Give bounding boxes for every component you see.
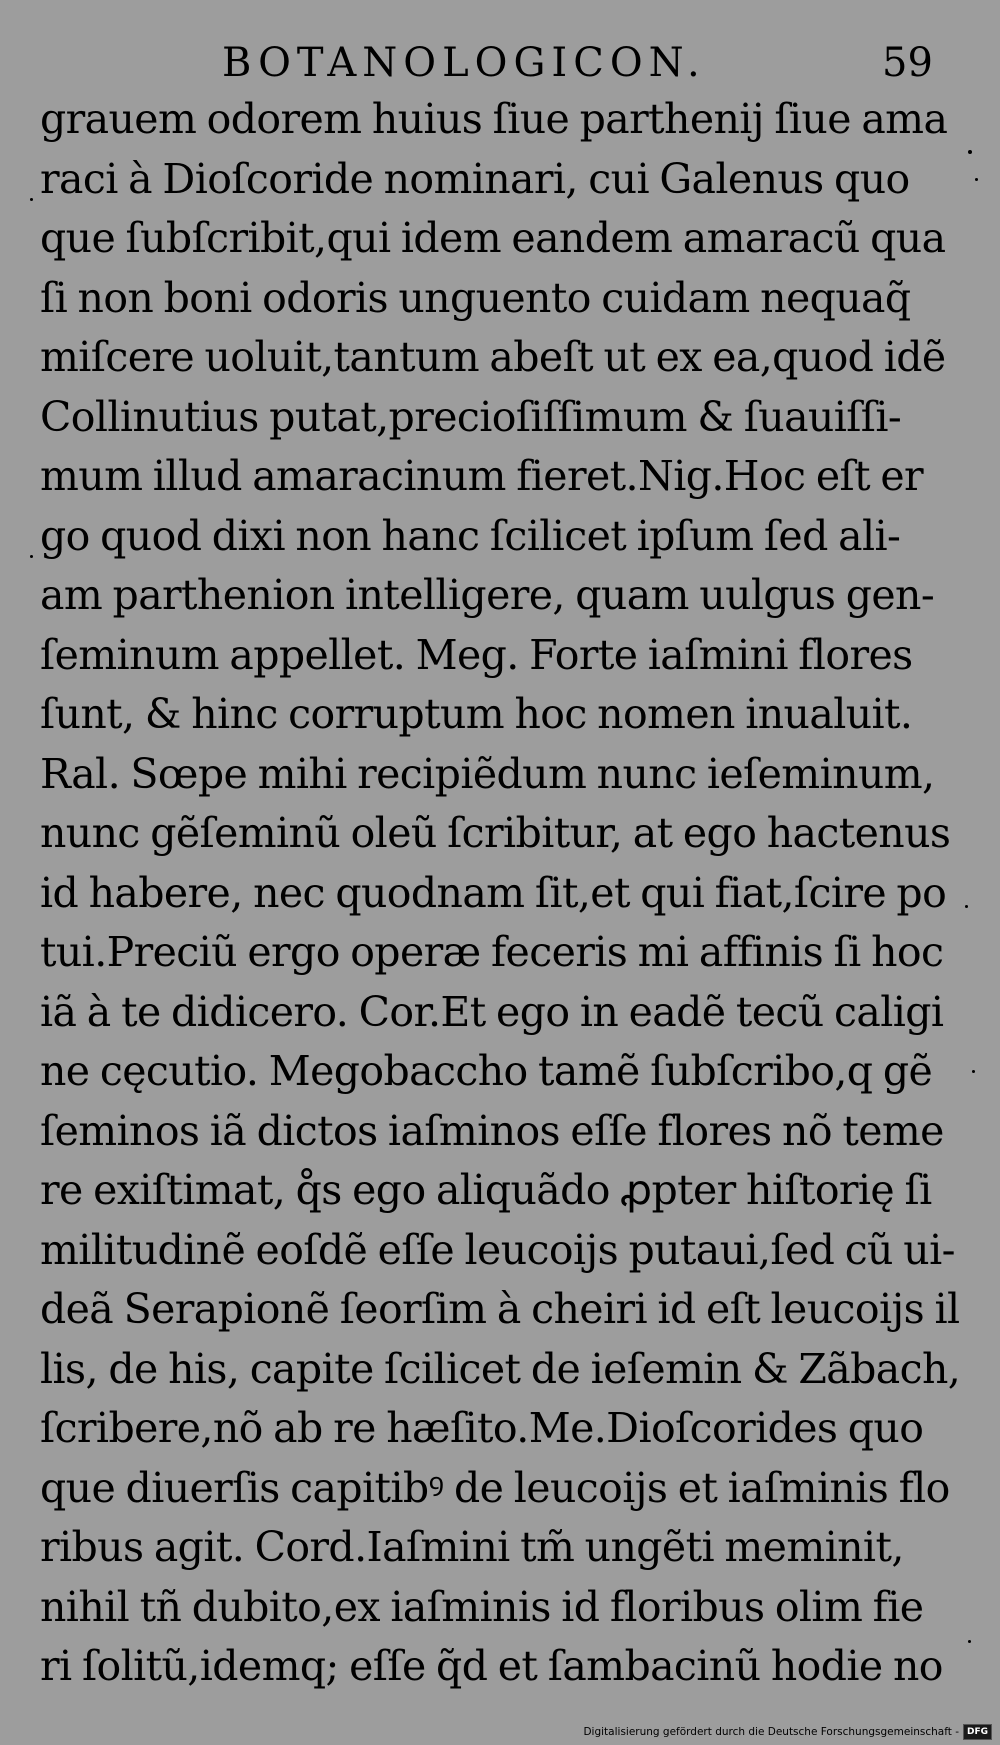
- text-line: id habere, nec quodnam ſit,et qui fiat,ſcire po: [40, 868, 947, 917]
- scan-speck: [972, 1070, 975, 1073]
- scan-speck: [30, 198, 33, 201]
- text-line: Collinutius putat,precioſiſſimum & ſuauiſſi-: [40, 392, 902, 441]
- scan-speck: [30, 555, 33, 558]
- page-header: [222, 38, 942, 88]
- text-line: que ſubſcribit,qui idem eandem amaracũ qua: [40, 214, 946, 262]
- text-line: tui.Preciũ ergo operæ feceris mi affinis ſi hoc: [40, 928, 944, 976]
- text-line: iã à te didicero. Cor.Et ego in eadẽ tecũ caligi: [40, 987, 944, 1036]
- scan-speck: [968, 1640, 971, 1643]
- text-line: ſi non boni odoris unguento cuidam nequaq̃: [40, 273, 911, 322]
- text-line: ſeminos iã dictos iaſminos eſſe flores nõ teme: [40, 1106, 944, 1155]
- running-title: BOTANOLOGICON.: [222, 40, 706, 86]
- text-line: militudinẽ eoſdẽ eſſe leucoijs putaui,ſed cũ ui-: [40, 1225, 955, 1274]
- text-line: am parthenion intelligere, quam uulgus gen-: [40, 571, 935, 619]
- funding-credit: Digitalisierung gefördert durch die Deutsche Forschungsgemeinschaft -: [583, 1726, 959, 1738]
- scan-speck: [965, 905, 968, 908]
- text-line: re exiſtimat, q̊s ego aliquãdo ꝓpter hiſtorię ſi: [40, 1166, 932, 1214]
- text-line: que diuerſis capitibꝰ de leucoijs et iaſminis flo: [40, 1463, 950, 1512]
- text-line: ne cęcutio. Megobaccho tamẽ ſubſcribo,q gẽ: [40, 1047, 933, 1095]
- text-line: ſcribere,nõ ab re hæſito.Me.Dioſcorides quo: [40, 1404, 924, 1452]
- text-line: Ral. Sœpe mihi recipiẽdum nunc ieſeminum,: [40, 749, 935, 798]
- scan-speck: [975, 178, 978, 181]
- text-line: nihil tñ dubito,ex iaſminis id floribus olim fie: [40, 1582, 924, 1631]
- text-line: deã Serapionẽ ſeorſim à cheiri id eſt leucoijs il: [40, 1285, 960, 1333]
- scan-speck: [968, 150, 972, 154]
- text-line: mum illud amaracinum fieret.Nig.Hoc eſt er: [40, 452, 924, 500]
- text-line: ſeminum appellet. Meg. Forte iaſmini flores: [40, 630, 913, 679]
- text-line: ri ſolitũ,idemq; eſſe q̃d et ſambacinũ hodie no: [40, 1642, 943, 1690]
- text-line: lis, de his, capite ſcilicet de ieſemin & Zãbach,: [40, 1344, 960, 1393]
- dfg-logo: DFG: [963, 1724, 992, 1740]
- text-line: go quod dixi non hanc ſcilicet ipſum ſed ali-: [40, 511, 901, 560]
- text-line: raci à Dioſcoride nominari, cui Galenus quo: [40, 154, 910, 203]
- digitization-footer: [583, 1723, 992, 1741]
- text-line: ribus agit. Cord.Iaſmini tm̃ ungẽti meminit,: [40, 1523, 904, 1571]
- text-line: grauem odorem huius ſiue parthenij ſiue ama: [40, 95, 948, 143]
- text-line: miſcere uoluit,tantum abeſt ut ex ea,quod idẽ: [40, 333, 946, 381]
- text-line: nunc gẽſeminũ oleũ ſcribitur, at ego hactenus: [40, 809, 951, 857]
- text-line: ſunt, & hinc corruptum hoc nomen inualuit.: [40, 690, 913, 738]
- page-number: 59: [882, 40, 933, 86]
- body-text: [40, 90, 960, 1697]
